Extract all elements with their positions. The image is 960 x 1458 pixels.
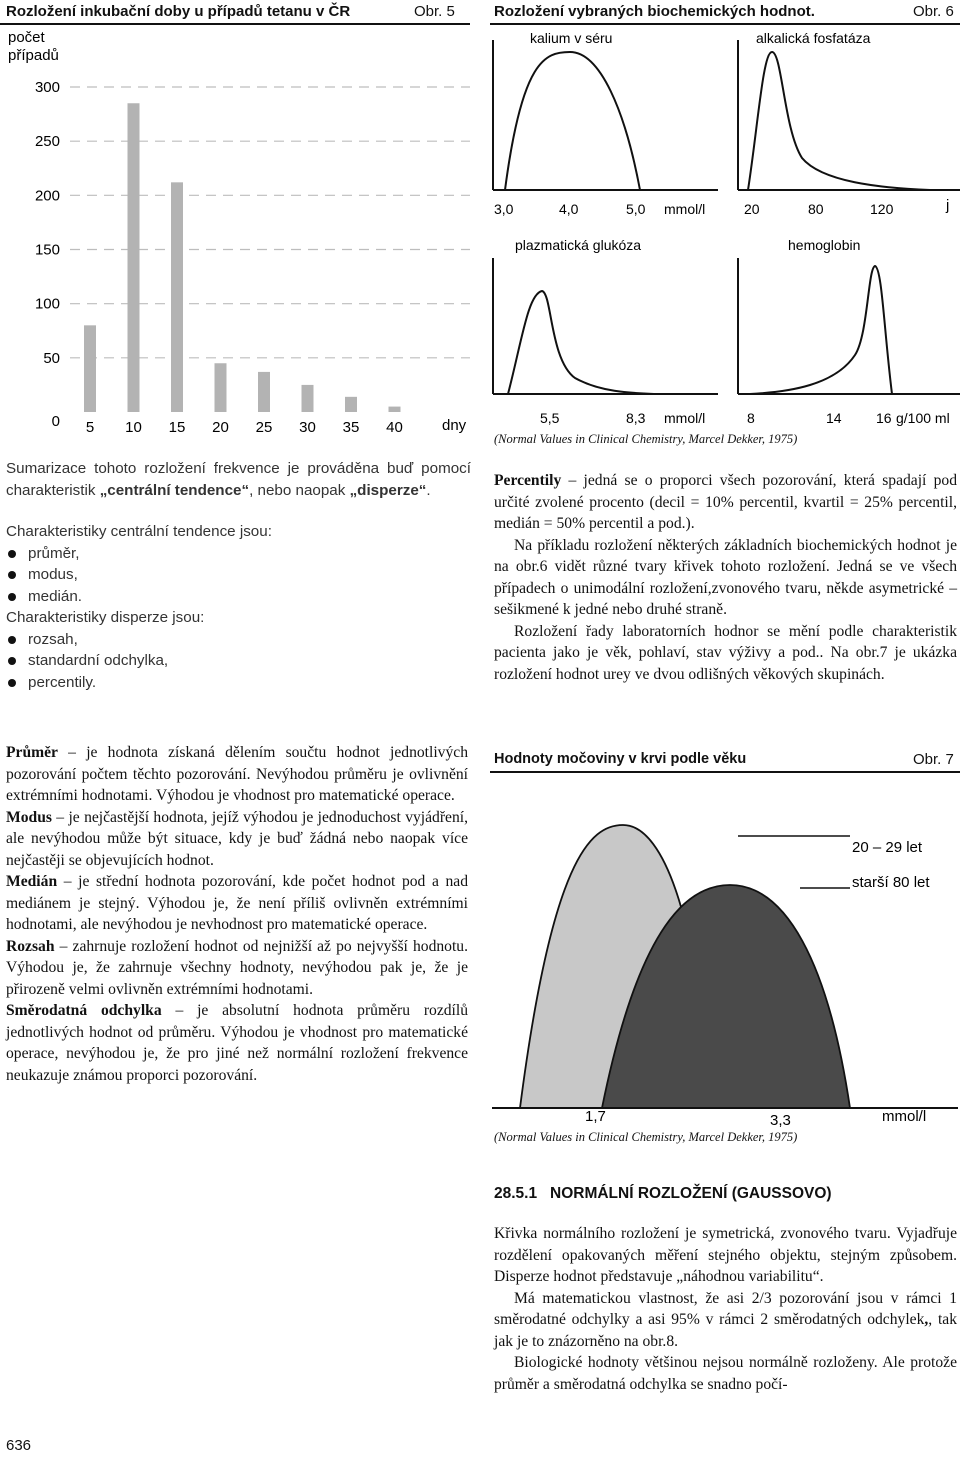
fig6-panel2-tick: 120 [870, 201, 894, 217]
fig5-bar [215, 363, 227, 412]
central-tendency-list [6, 543, 471, 608]
list-item: percentily. [6, 672, 471, 694]
normal-distribution-block [494, 1223, 957, 1395]
section-heading: 28.5.1 NORMÁLNÍ ROZLOŽENÍ (GAUSSOVO) [494, 1185, 832, 1202]
fig7-legend-20-29: 20 – 29 let [852, 839, 923, 856]
age-paragraph: Rozložení řady laboratorních hodnor se mění podle charakteristik pacienta jako je věk, pohlaví, stav výživy a pod.. Na obr.7 je ukázka rozložení hodnot urey ve dvou odlišných věkových skupinách. [494, 622, 957, 683]
fig5-bar [345, 397, 357, 412]
normal-paragraph-1: Křivka normálního rozložení je symetrická, zvonového tvaru. Vyjadřuje rozdělení opakovaných měření stejného objektu, stejným způsobem. Disperze hodnot představuje „náhodnou variabilitu“. [494, 1225, 957, 1285]
fig5-x-tick: 20 [212, 419, 229, 436]
fig6-panel4-tick: 14 [826, 410, 842, 426]
fig6-panel3-tick: 5,5 [540, 410, 560, 426]
fig5-y-tick: 0 [51, 413, 60, 430]
fig5-x-tick: 40 [386, 419, 403, 436]
definition-smerodatna-odchylka: Směrodatná odchylka – je absolutní hodnota průměru rozdílů jednotlivých hodnot od průměru. Výhodou je vhodnost pro matematické operace, nevýhodou je, že pro jiné než normální rozložení frekvence neukazuje známou proporci pozorování. [6, 1002, 468, 1084]
summary-paragraph: Sumarizace tohoto rozložení frekvence je prováděna buď pomocí charakteristik „centrální tendence“, nebo naopak „disperze“. [6, 460, 471, 499]
fig5-x-tick: 10 [125, 419, 142, 436]
fig5-y-tick: 50 [43, 349, 60, 367]
definition-prumer: Průměr – je hodnota získaná dělením součtu hodnot jednotlivých pozorování počtem těchto pozorování. Nevýhodou průměru je ovlivnění extrémními hodnotami. Výhodou je vhodnost pro matematické operace. [6, 744, 468, 804]
fig5-y-tick: 100 [34, 295, 60, 313]
list-item: rozsah, [6, 629, 471, 651]
fig6-panel1-label: kalium v séru [530, 30, 613, 46]
fig5-x-tick: 5 [85, 419, 95, 436]
fig5-bar [302, 385, 314, 412]
definition-modus: Modus – je nejčastější hodnota, jejíž výhodou je jednoduchost vyjádření, ale nevýhodou může být situace, kdy je buď žádná nebo naopak více nejčastěji se objevujících hodnot. [6, 808, 468, 869]
fig5-bar [171, 182, 183, 412]
percentily-block [494, 470, 957, 685]
fig6-panel2-label: alkalická fosfatáza [756, 30, 871, 46]
fig5-y-tick: 150 [34, 241, 60, 259]
fig5-x-tick: 25 [255, 419, 273, 436]
definition-median: Medián – je střední hodnota pozorování, kde počet hodnot pod a nad mediánem je stejný. Výhodou je, že není příliš ovlivněn extrémními hodnotami, ale nevýhodou je nevhodnost pro matematické operace. [6, 873, 468, 933]
fig7-header-rule [490, 771, 960, 773]
fig6-hemoglobin-curve [750, 266, 892, 394]
fig5-y-tick: 250 [34, 133, 60, 151]
fig6-panel2-tick: 20 [744, 201, 760, 217]
fig6-panel4-unit: g/100 ml [896, 410, 950, 426]
fig7-source: (Normal Values in Clinical Chemistry, Marcel Dekker, 1975) [494, 1130, 798, 1144]
fig5-y-tick: 300 [34, 79, 60, 96]
fig6-panel1-tick: 4,0 [559, 201, 579, 217]
fig6-chart [490, 25, 960, 450]
fig7-title: Hodnoty močoviny v krvi podle věku [494, 751, 747, 767]
fig6-glukoza-curve [508, 291, 655, 394]
fig6-panel3-tick: 8,3 [626, 410, 646, 426]
page-number: 636 [6, 1437, 32, 1454]
fig5-ylabel-line1: počet [8, 29, 45, 46]
fig6-panel4-tick: 16 [876, 410, 892, 426]
fig6-panel1-tick: 3,0 [494, 201, 514, 217]
fig5-ylabel-line2: případů [8, 47, 59, 64]
fig6-panel3-unit: mmol/l [664, 410, 706, 426]
fig6-title: Rozložení vybraných biochemických hodnot. [494, 3, 815, 20]
definition-percentily: Percentily – jedná se o proporci všech pozorování, která spadají pod určité zvolené procento (decil = 10% percentil, kvartil = 25% percentil, medián = 50% percentil a pod.). [494, 472, 957, 532]
fig5-x-tick: 15 [168, 419, 186, 436]
fig7-obr-label: Obr. 7 [913, 751, 954, 768]
fig5-bar [389, 407, 401, 412]
list-item: medián. [6, 586, 471, 608]
fig7-chart [490, 780, 960, 1150]
fig5-bar [84, 325, 96, 412]
summary-block [6, 458, 471, 693]
fig6-obr-label: Obr. 6 [913, 3, 954, 20]
fig6-panel1-tick: 5,0 [626, 201, 646, 217]
fig6-panel2-unit: j [946, 197, 950, 214]
normal-paragraph-3: Biologické hodnoty většinou nejsou normálně rozloženy. Ale protože průměr a směrodatná odchylka se snadno počí- [494, 1354, 957, 1393]
dispersion-heading: Charakteristiky disperze jsou: [6, 609, 205, 626]
fig5-y-tick: 200 [34, 187, 60, 205]
fig6-panel4-label: hemoglobin [788, 237, 861, 253]
fig6-source: (Normal Values in Clinical Chemistry, Marcel Dekker, 1975) [494, 432, 798, 446]
fig5-x-tick: 30 [299, 419, 316, 436]
normal-paragraph-2: Má matematickou vlastnost, že asi 2/3 pozorování jsou v rámci 1 směrodatné odchylky a asi 95% v rámci 2 směrodatných odchylek,, tak jak je to znázorněno na obr.8. [494, 1289, 957, 1350]
fig6-fosfatasa-curve [748, 52, 930, 190]
biochem-paragraph: Na příkladu rozložení některých základních biochemických hodnot je na obr.6 vidět různé tvary křivek tohoto rozložení. Jedná se ve všech případech o unimodální rozložení,zvonového tvaru, někde asymetrické – sešikmené k jedné nebo druhé straně. [494, 536, 957, 618]
fig6-panel2-tick: 80 [808, 201, 824, 217]
fig6-kalium-curve [505, 52, 640, 190]
fig5-bar [128, 103, 140, 412]
dispersion-list [6, 629, 471, 694]
fig5-x-unit: dny [442, 417, 467, 434]
list-item: standardní odchylka, [6, 650, 471, 672]
list-item: modus, [6, 564, 471, 586]
fig5-x-tick: 35 [342, 419, 360, 436]
central-tendency-heading: Charakteristiky centrální tendence jsou: [6, 523, 272, 540]
fig6-panel4-tick: 8 [747, 410, 755, 426]
fig6-panel3-label: plazmatická glukóza [515, 237, 642, 253]
fig6-panel1-unit: mmol/l [664, 201, 706, 217]
fig7-tick: 1,7 [585, 1108, 606, 1125]
fig5-chart [0, 25, 480, 445]
definitions-block [6, 742, 468, 1086]
fig5-title: Rozložení inkubační doby u případů tetanu v ČR [6, 3, 351, 20]
fig7-unit: mmol/l [882, 1108, 927, 1125]
definition-rozsah: Rozsah – zahrnuje rozložení hodnot od nejnižší až po nejvyšší hodnotu. Výhodou je, že zahrnuje všechny hodnoty, nevýhodou pak je, že je přirozeně velmi ovlivněn extrémními hodnotami. [6, 937, 468, 998]
fig7-tick: 3,3 [770, 1112, 791, 1129]
fig5-bar [258, 372, 270, 412]
fig5-obr-label: Obr. 5 [414, 3, 455, 20]
fig7-legend-80plus: starší 80 let [852, 874, 930, 891]
list-item: průměr, [6, 543, 471, 565]
